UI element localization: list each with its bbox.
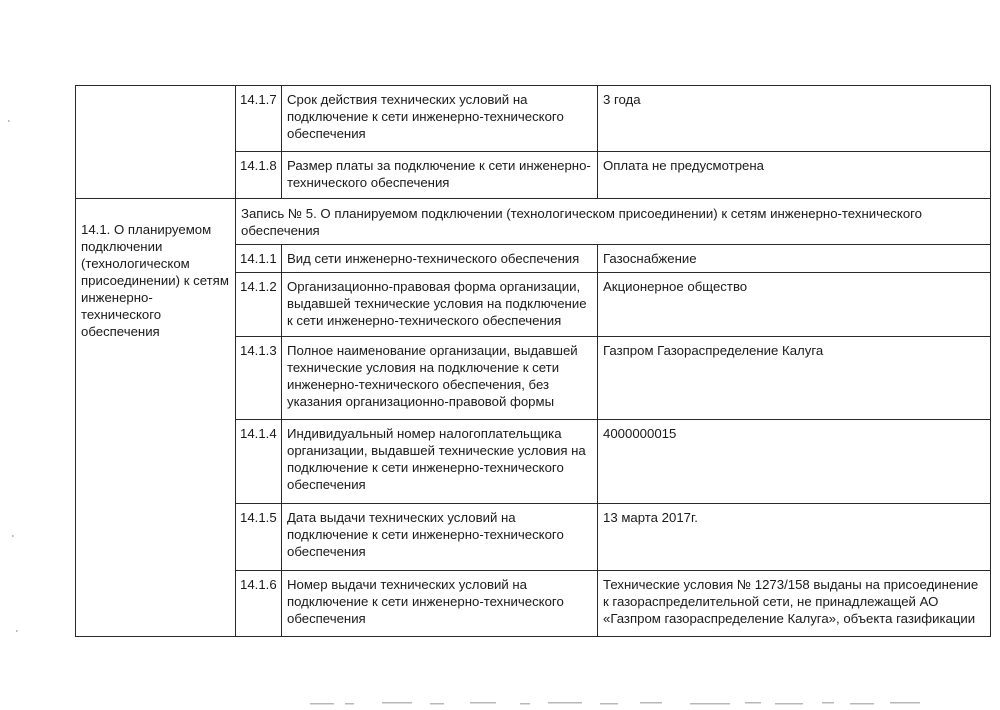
row-number: 14.1.1: [236, 245, 282, 273]
row-label: Дата выдачи технических условий на подключение к сети инженерно-технического обеспечения: [282, 504, 598, 571]
row-label: Размер платы за подключение к сети инженерно-технического обеспечения: [282, 152, 598, 199]
row-label: Индивидуальный номер налогоплательщика организации, выдавшей технические условия на подключение к сети инженерно-технического обеспечения: [282, 420, 598, 504]
row-label: Срок действия технических условий на подключение к сети инженерно-технического обеспечения: [282, 86, 598, 152]
row-value: Технические условия № 1273/158 выданы на присоединение к газораспределительной сети, не принадлежащей АО «Газпром газораспределение Калуга», объекта газификации: [598, 571, 991, 637]
row-label: Вид сети инженерно-технического обеспечения: [282, 245, 598, 273]
row-value: Оплата не предусмотрена: [598, 152, 991, 199]
row-label: Организационно-правовая форма организации, выдавшей технические условия на подключение к сети инженерно-технического обеспечения: [282, 273, 598, 337]
record-header-row: [76, 199, 991, 245]
empty-section-cell: [76, 86, 236, 199]
row-value: Акционерное общество: [598, 273, 991, 337]
row-value: 4000000015: [598, 420, 991, 504]
section-title-cell: 14.1. О планируемом подключении (технологическом присоединении) к сетям инженерно-технического обеспечения: [76, 199, 236, 637]
record-header: Запись № 5. О планируемом подключении (технологическом присоединении) к сетям инженерно-технического обеспечения: [236, 199, 991, 245]
row-value: Газпром Газораспределение Калуга: [598, 337, 991, 420]
row-value: 13 марта 2017г.: [598, 504, 991, 571]
row-number: 14.1.3: [236, 337, 282, 420]
row-number: 14.1.5: [236, 504, 282, 571]
row-value: Газоснабжение: [598, 245, 991, 273]
row-label: Полное наименование организации, выдавшей технические условия на подключение к сети инженерно-технического обеспечения, без указания организационно-правовой формы: [282, 337, 598, 420]
engineering-connection-table: [75, 85, 991, 637]
row-number: 14.1.7: [236, 86, 282, 152]
row-number: 14.1.6: [236, 571, 282, 637]
table-row-14-1-7: [76, 86, 991, 152]
row-number: 14.1.4: [236, 420, 282, 504]
row-number: 14.1.2: [236, 273, 282, 337]
row-value: 3 года: [598, 86, 991, 152]
row-number: 14.1.8: [236, 152, 282, 199]
row-label: Номер выдачи технических условий на подключение к сети инженерно-технического обеспечения: [282, 571, 598, 637]
